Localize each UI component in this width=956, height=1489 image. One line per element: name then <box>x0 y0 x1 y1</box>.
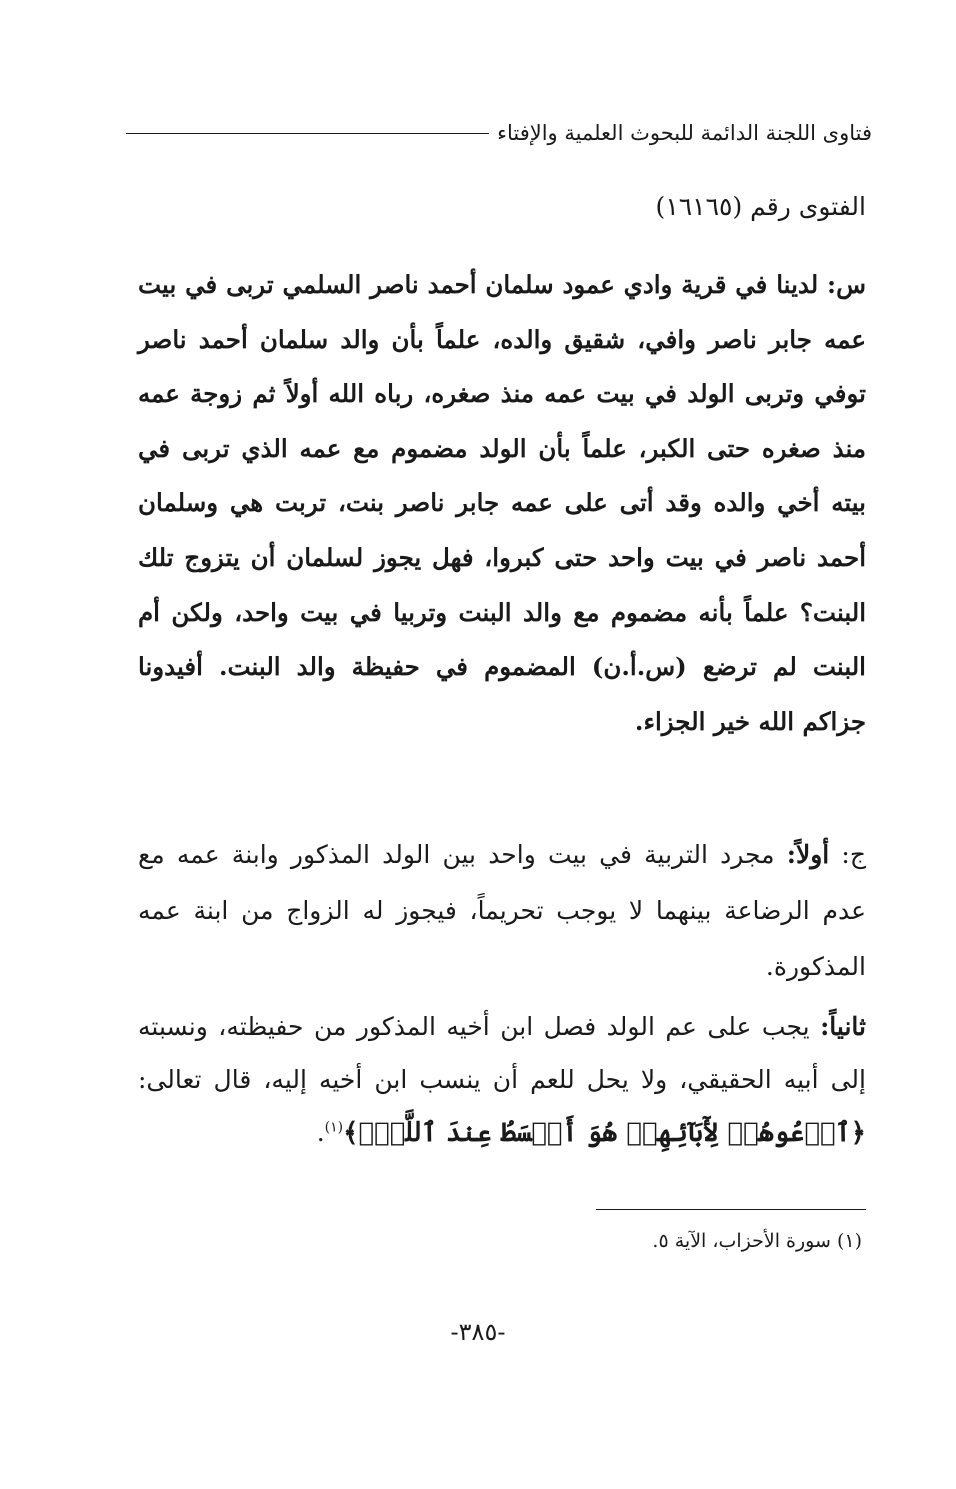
running-header <box>126 118 872 148</box>
answer-second-text: يجب على عم الولد فصل ابن أخيه المذكور من حفيظته، ونسبته إلى أبيه الحقيقي، ولا يحل للعم أن ينسب ابن أخيه إليه، قال تعالى: <box>138 1012 866 1094</box>
footnote: (١) سورة الأحزاب، الآية ٥. <box>652 1230 862 1252</box>
question-paragraph: س: لدينا في قرية وادي عمود سلمان أحمد ناصر السلمي تربى في بيت عمه جابر ناصر وافي، شقيق والده، علماً بأن والد سلمان أحمد ناصر توفي وتربى الولد في بيت عمه منذ صغره، رباه الله أولاً ثم زوجة عمه منذ صغره حتى الكبر، علماً بأن الولد مضموم مع عمه الذي تربى في بيته أخي والده وقد أتى على عمه جابر ناصر بنت، تربت هي وسلمان أحمد ناصر في بيت واحد حتى كبروا، فهل يجوز لسلمان أن يتزوج تلك البنت؟ علماً بأنه مضموم مع والد البنت وتربيا في بيت واحد، ولكن أم البنت لم ترضع (س.أ.ن) المضموم في حفيظة والد البنت. أفيدونا جزاكم الله خير الجزاء. <box>138 270 866 736</box>
answer-prefix: ج: <box>829 840 866 869</box>
answer-first-paragraph <box>138 827 866 995</box>
page-number: -٣٨٥- <box>450 1318 506 1346</box>
footnote-rule <box>596 1209 866 1210</box>
fatwa-number: الفتوى رقم (١٦١٦٥) <box>655 192 866 221</box>
header-rule <box>126 133 489 134</box>
header-title: فتاوى اللجنة الدائمة للبحوث العلمية والإفتاء <box>497 121 872 145</box>
answer-second-lead: ثانياً: <box>820 1012 866 1041</box>
footnote-reference: (١) <box>324 1119 344 1136</box>
end-mark: . <box>316 1118 325 1147</box>
quran-verse: ﴿ٱدۡعُوهُمۡ لِأٓبَآئِهِمۡ هُوَ أَقۡسَطُ عِندَ ٱللَّهِۚ﴾ <box>343 1118 866 1148</box>
answer-second-paragraph <box>138 1000 866 1160</box>
answer-first-text: مجرد التربية في بيت واحد بين الولد المذكور وابنة عمه مع عدم الرضاعة بينهما لا يوجب تحريماً، فيجوز له الزواج من ابنة عمه المذكورة. <box>138 840 866 981</box>
answer-first-lead: أولاً: <box>786 840 830 869</box>
